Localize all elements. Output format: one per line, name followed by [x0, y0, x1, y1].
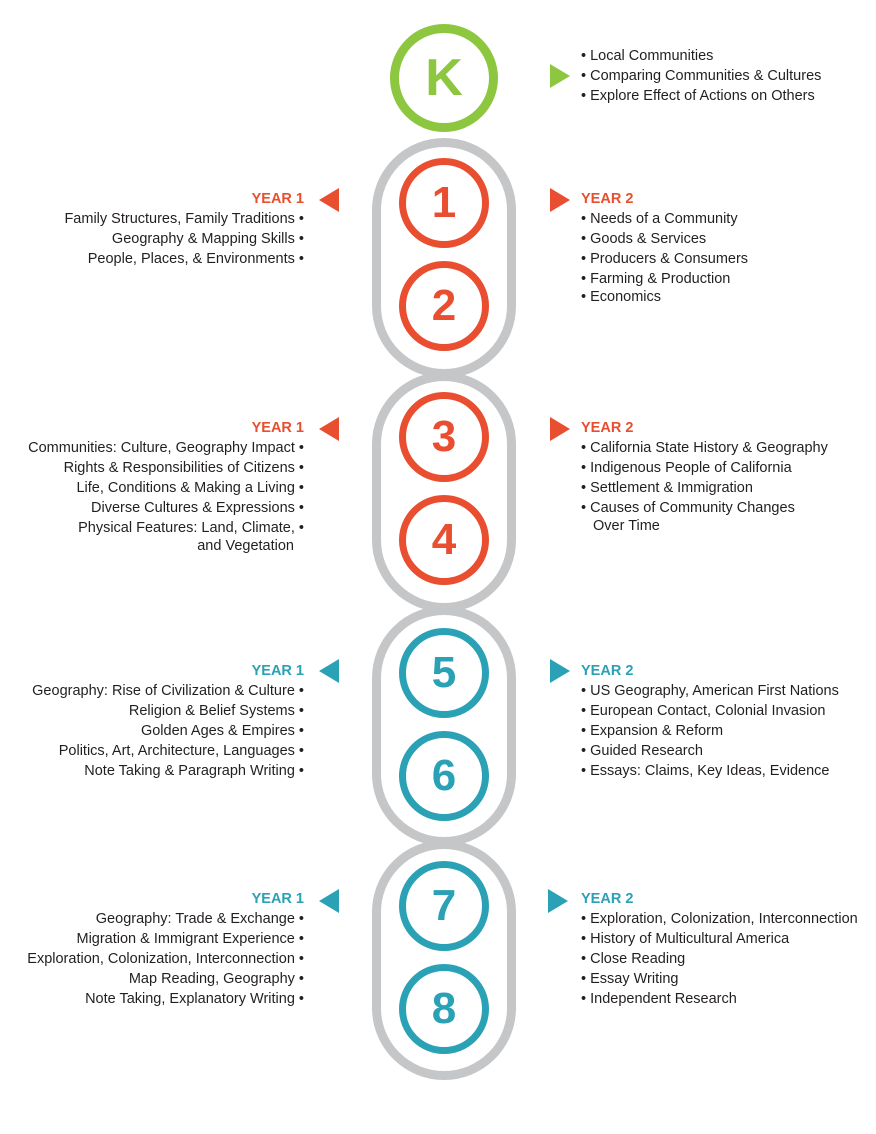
list-item: Exploration, Colonization, Interconnection •: [27, 951, 304, 967]
year-1-heading: YEAR 1: [251, 663, 304, 679]
list-item: • Explore Effect of Actions on Others: [581, 88, 815, 104]
list-item: • California State History & Geography: [581, 440, 828, 456]
list-item: Life, Conditions & Making a Living •: [76, 480, 304, 496]
grade-5-circle: 5: [399, 628, 489, 718]
kindergarten-topics: [581, 46, 821, 106]
grade-3-circle: 3: [399, 392, 489, 482]
list-item: • Producers & Consumers: [581, 251, 749, 267]
band-1-2-year-2: [581, 189, 748, 306]
list-item: • European Contact, Colonial Invasion: [581, 703, 826, 719]
band-7-8-right-arrow: [548, 889, 568, 913]
list-item: Family Structures, Family Traditions •: [64, 211, 304, 227]
band-3-4-left-arrow: [319, 417, 339, 441]
list-item: • Farming & Production: [581, 271, 731, 287]
list-item: • Needs of a Community: [581, 211, 738, 227]
list-item: • Local Communities: [581, 48, 714, 64]
list-item: • Comparing Communities & Cultures: [581, 68, 822, 84]
list-item: • Expansion & Reform: [581, 723, 724, 739]
list-item: • Causes of Community Changes: [581, 500, 795, 516]
list-item: Communities: Culture, Geography Impact •: [28, 440, 304, 456]
list-item: Diverse Cultures & Expressions •: [91, 500, 304, 516]
grade-2-circle: 2: [399, 261, 489, 351]
list-item: Golden Ages & Empires •: [140, 723, 304, 739]
list-item: Religion & Belief Systems •: [128, 703, 304, 719]
list-item: • History of Multicultural America: [581, 931, 790, 947]
list-item: • Guided Research: [581, 743, 703, 759]
band-7-8-year-2: [581, 889, 858, 1009]
list-item: People, Places, & Environments •: [87, 251, 304, 267]
band-7-8-year-1: [27, 889, 304, 1009]
band-3-4-year-2: [581, 418, 828, 535]
grade-8-circle: 8: [399, 964, 489, 1054]
grade-7-circle: 7: [399, 861, 489, 951]
band-5-6-year-1: [32, 661, 304, 781]
band-5-6-left-arrow: [319, 659, 339, 683]
list-item: • Settlement & Immigration: [581, 480, 753, 496]
year-1-heading: YEAR 1: [251, 891, 304, 907]
band-1-2-left-arrow: [319, 188, 339, 212]
band-5-6-year-2: [581, 661, 839, 781]
list-item: Geography & Mapping Skills •: [111, 231, 304, 247]
list-item: • US Geography, American First Nations: [581, 683, 839, 699]
list-item: • Close Reading: [581, 951, 686, 967]
year-2-heading: YEAR 2: [581, 663, 634, 679]
year-2-heading: YEAR 2: [581, 891, 634, 907]
list-item: Note Taking & Paragraph Writing •: [84, 763, 304, 779]
list-item: • Essays: Claims, Key Ideas, Evidence: [581, 763, 830, 779]
kindergarten-circle: [390, 24, 498, 132]
band-7-8-left-arrow: [319, 889, 339, 913]
list-item: • Essay Writing: [581, 971, 679, 987]
list-item: Physical Features: Land, Climate, •: [78, 520, 304, 536]
list-item: Note Taking, Explanatory Writing •: [85, 991, 304, 1007]
grade-4-circle: 4: [399, 495, 489, 585]
list-item: Geography: Rise of Civilization & Culture •: [32, 683, 304, 699]
band-3-4-year-1: [28, 418, 304, 555]
list-item: • Independent Research: [581, 991, 737, 1007]
list-item: • Goods & Services: [581, 231, 707, 247]
year-2-heading: YEAR 2: [581, 191, 634, 207]
list-item: Migration & Immigrant Experience •: [76, 931, 304, 947]
list-item: • Indigenous People of California: [581, 460, 792, 476]
band-3-4-right-arrow: [550, 417, 570, 441]
list-item: • Economics: [581, 289, 662, 305]
list-item: Rights & Responsibilities of Citizens •: [63, 460, 304, 476]
band-1-2-right-arrow: [550, 188, 570, 212]
list-item-continued: and Vegetation: [197, 538, 294, 554]
list-item-continued: Over Time: [593, 518, 660, 534]
list-item: • Exploration, Colonization, Interconnection: [581, 911, 858, 927]
year-1-heading: YEAR 1: [251, 420, 304, 436]
grade-6-circle: 6: [399, 731, 489, 821]
list-item: Map Reading, Geography •: [128, 971, 304, 987]
list-item: Geography: Trade & Exchange •: [95, 911, 304, 927]
band-1-2-year-1: [64, 189, 304, 269]
grade-1-circle: 1: [399, 158, 489, 248]
year-2-heading: YEAR 2: [581, 420, 634, 436]
band-5-6-right-arrow: [550, 659, 570, 683]
kindergarten-label: K: [425, 49, 463, 107]
kindergarten-arrow-right: [550, 64, 570, 88]
list-item: Politics, Art, Architecture, Languages •: [58, 743, 304, 759]
year-1-heading: YEAR 1: [251, 191, 304, 207]
